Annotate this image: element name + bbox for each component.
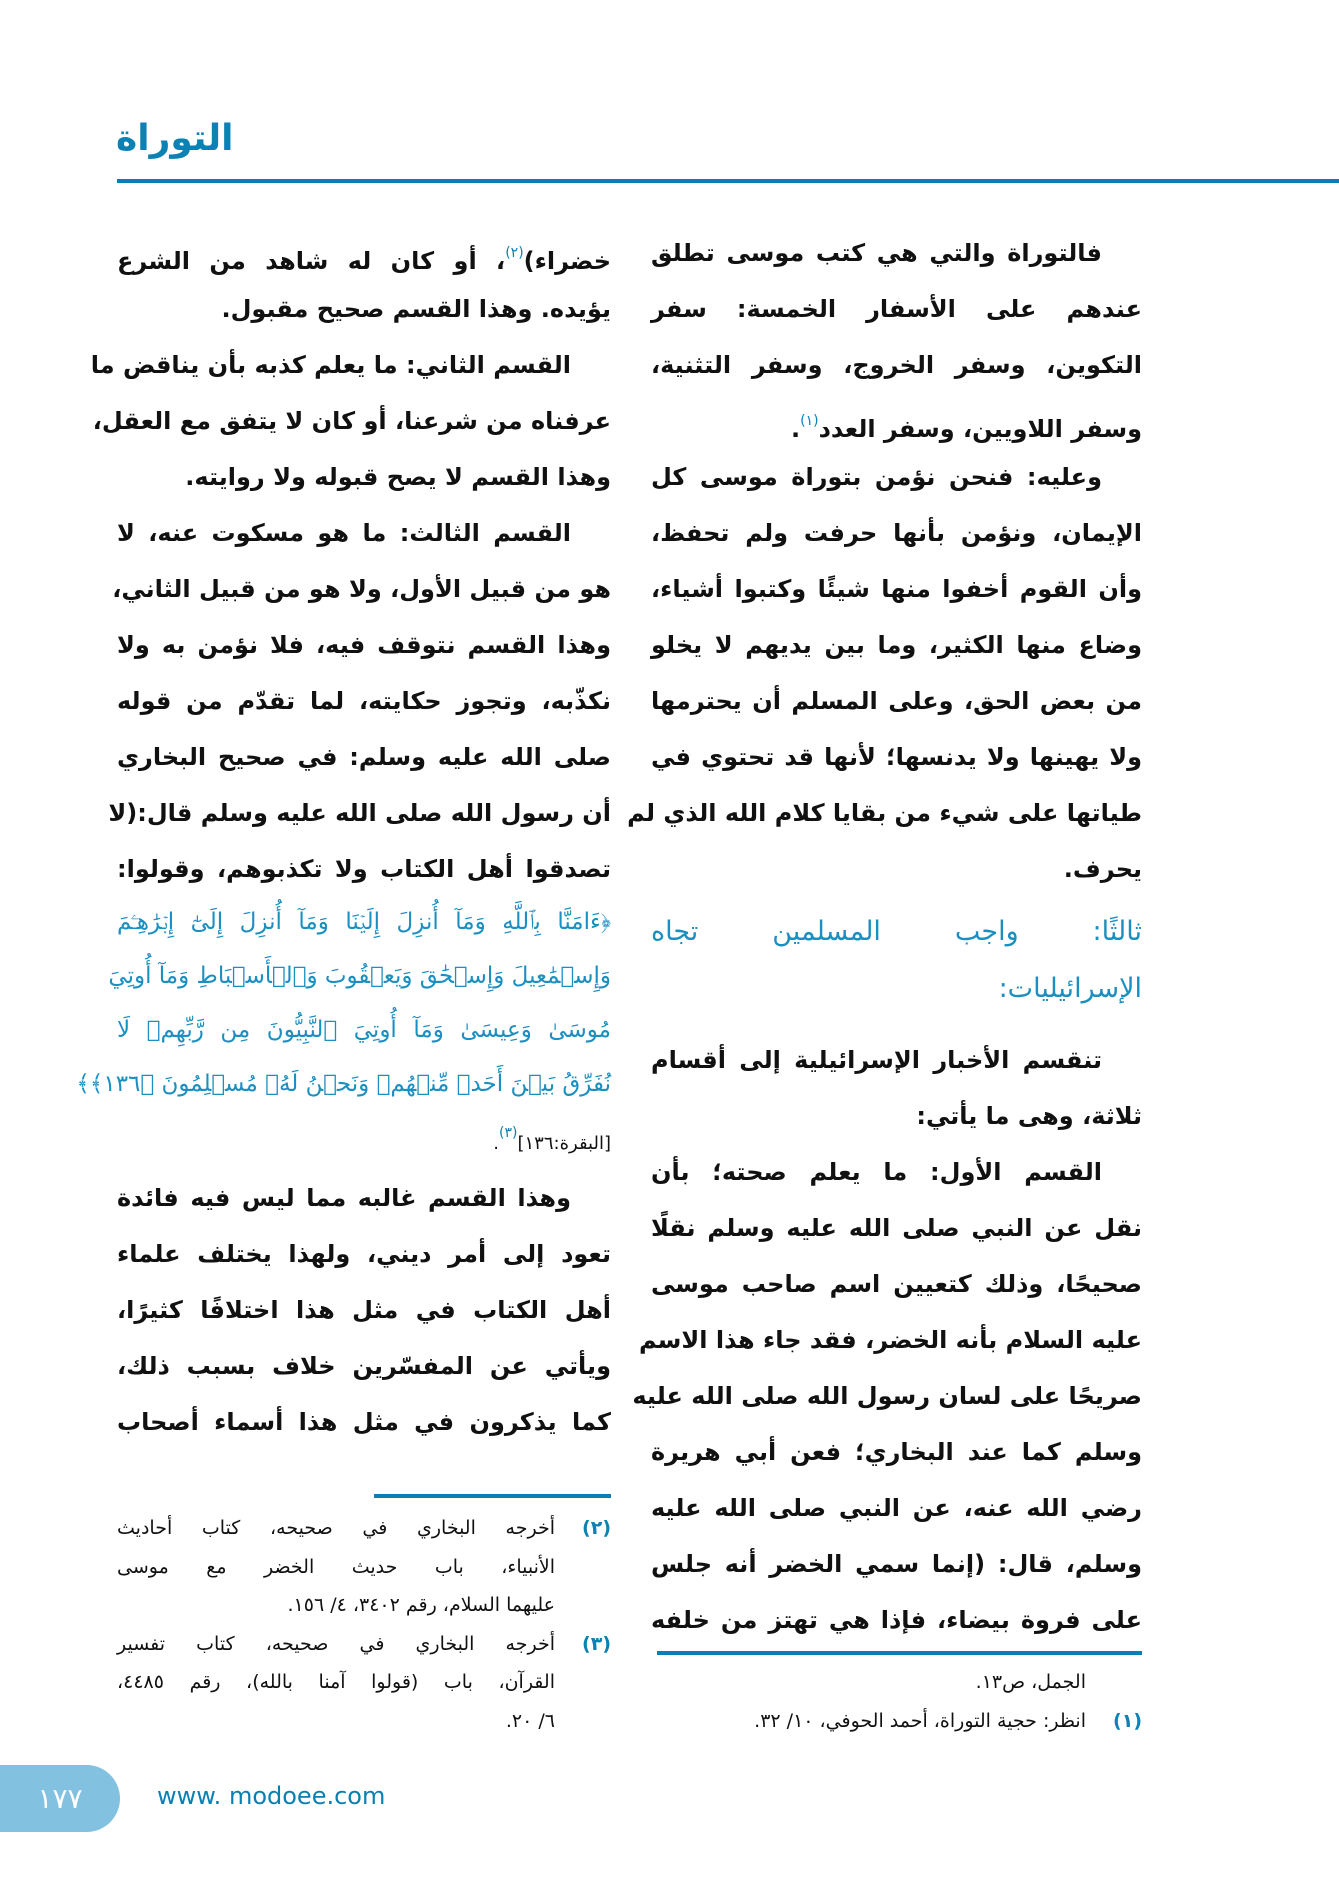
- text-line: القسم الثاني: ما يعلم كذبه بأن يناقض ما: [90, 351, 571, 379]
- verse-reference-line: [117, 1113, 611, 1153]
- text-line: وَإِسۡمَٰعِيلَ وَإِسۡحَٰقَ وَيَعۡقُوبَ وَٱلۡأَسۡبَاطِ وَمَآ أُوتِيَ: [108, 963, 611, 989]
- footnote-number: (١): [1113, 1709, 1142, 1732]
- text-line: صحيحًا، وذلك كتعيين اسم صاحب موسى: [651, 1270, 1142, 1298]
- text-line: وعليه: فنحن نؤمن بتوراة موسى كل: [651, 463, 1102, 491]
- footnote-text: أخرجه البخاري في صحيحه، كتاب تفسير: [117, 1632, 555, 1655]
- text-line: طياتها على شيء من بقايا كلام الله الذي لم: [627, 799, 1142, 827]
- footnote-line: [117, 1586, 611, 1625]
- right-column-text-1: [627, 225, 1142, 897]
- text-line: وسلم، قال: (إنما سمي الخضر أنه جلس: [651, 1550, 1142, 1578]
- text-line: تصدقوا أهل الكتاب ولا تكذبوهم، وقولوا:: [117, 855, 611, 883]
- header-rule: [117, 179, 1339, 183]
- text-line: يحرف.: [1063, 855, 1142, 883]
- text-line: مُوسَىٰ وَعِيسَىٰ وَمَآ أُوتِيَ ٱلنَّبِيُّونَ مِن رَّبِّهِمۡ لَا: [117, 1017, 611, 1043]
- text-line: كما يذكرون في مثل هذا أسماء أصحاب: [117, 1408, 611, 1436]
- text-line: القسم الثالث: ما هو مسكوت عنه، لا: [117, 519, 571, 547]
- text-line: ﴿ءَامَنَّا بِٱللَّهِ وَمَآ أُنزِلَ إِلَيۡنَا وَمَآ أُنزِلَ إِلَىٰٓ إِبۡرَٰهِـۧمَ: [117, 909, 611, 935]
- footnotes-left: [117, 1509, 611, 1741]
- text-line: الإيمان، ونؤمن بأنها حرفت ولم تحفظ،: [651, 519, 1142, 547]
- footnote-marker: (١): [800, 413, 819, 429]
- footnote-text: القرآن، باب (قولوا آمنا بالله)، رقم ٤٤٨٥،: [117, 1671, 555, 1694]
- text-line: صريحًا على لسان رسول الله صلى الله عليه: [632, 1382, 1142, 1410]
- text-line: الإسرائيليات:: [998, 973, 1142, 1004]
- footnote-line: [117, 1625, 611, 1664]
- reference-after: .: [493, 1133, 499, 1154]
- text-line: تعود إلى أمر ديني، ولهذا يختلف علماء: [117, 1240, 611, 1268]
- verse-reference: [117, 1113, 611, 1153]
- text-line: من بعض الحق، وعلى المسلم أن يحترمها: [651, 687, 1142, 715]
- text-line: فالتوراة والتي هي كتب موسى تطلق: [651, 239, 1102, 267]
- footnote-number: (٢): [582, 1517, 611, 1539]
- left-column-text-2: [117, 1170, 611, 1450]
- footnote-line: [117, 1509, 611, 1548]
- text-line: ولا يهينها ولا يدنسها؛ لأنها قد تحتوي في: [651, 743, 1142, 771]
- footnote-line: [640, 1702, 1142, 1741]
- text-line: وأن القوم أخفوا منها شيئًا وكتبوا أشياء،: [651, 575, 1142, 603]
- footnote-text: أخرجه البخاري في صحيحه، كتاب أحاديث: [117, 1517, 555, 1539]
- text-line: أهل الكتاب في مثل هذا اختلافًا كثيرًا،: [117, 1296, 611, 1324]
- right-column-text-2: [632, 1032, 1142, 1648]
- text-line: ثالثًا: واجب المسلمين تجاه: [651, 916, 1142, 947]
- footnote-separator-right: [657, 1651, 1142, 1655]
- footnote-separator-left: [374, 1494, 611, 1498]
- footnote-marker: (٣): [499, 1125, 518, 1141]
- text-line: ثلاثة، وهى ما يأتي:: [916, 1102, 1142, 1130]
- section-heading: [651, 903, 1142, 1017]
- footnote-line: [640, 1663, 1142, 1702]
- footnote-text: الأنبياء، باب حديث الخضر مع موسى: [117, 1555, 555, 1578]
- text-line: نُفَرِّقُ بَيۡنَ أَحَدٖ مِّنۡهُمۡ وَنَحۡنُ لَهُۥ مُسۡلِمُونَ ﴿١٣٦﴾﴾: [76, 1071, 611, 1097]
- reference-text: [البقرة:١٣٦]: [517, 1133, 611, 1154]
- text-line: عليه السلام بأنه الخضر، فقد جاء هذا الاسم: [638, 1326, 1142, 1354]
- page-number: ١٧٧: [0, 1765, 120, 1832]
- text-line: ويأتي عن المفسّرين خلاف بسبب ذلك،: [117, 1352, 611, 1380]
- text-line: يؤيده. وهذا القسم صحيح مقبول.: [221, 295, 611, 323]
- footnote-line: [117, 1702, 611, 1741]
- quran-verse: [76, 895, 611, 1111]
- footnote-text: انظر: حجية التوراة، أحمد الحوفي، ١٠/ ٣٢.: [754, 1709, 1086, 1732]
- website-link[interactable]: www. modoee.com: [157, 1782, 386, 1810]
- text-line: التكوين، وسفر الخروج، وسفر التثنية،: [651, 351, 1142, 379]
- footnote-text: عليهما السلام، رقم ٣٤٠٢، ٤/ ١٥٦.: [287, 1594, 555, 1617]
- text-line: عندهم على الأسفار الخمسة: سفر: [651, 295, 1142, 323]
- text-line: وهذا القسم نتوقف فيه، فلا نؤمن به ولا: [117, 631, 611, 659]
- text-line: هو من قبيل الأول، ولا هو من قبيل الثاني،: [112, 575, 611, 603]
- footnote-text: الجمل، ص١٣.: [975, 1671, 1086, 1693]
- line-text: خضراء): [523, 247, 611, 275]
- line-text-after: .: [791, 415, 801, 443]
- text-line: وسلم كما عند البخاري؛ فعن أبي هريرة: [651, 1438, 1142, 1466]
- text-line: صلى الله عليه وسلم: في صحيح البخاري: [117, 743, 611, 771]
- text-line: وضاع منها الكثير، وما بين يديهم لا يخلو: [651, 631, 1142, 659]
- footnote-line: [117, 1548, 611, 1587]
- text-line: وهذا القسم لا يصح قبوله ولا روايته.: [185, 463, 611, 491]
- footnote-line: [117, 1663, 611, 1702]
- footnote-text: ٦/ ٢٠.: [505, 1709, 555, 1732]
- text-line: رضي الله عنه، عن النبي صلى الله عليه: [651, 1494, 1142, 1522]
- text-line: نكذّبه، وتجوز حكايته، لما تقدّم من قوله: [117, 687, 611, 715]
- line-text-after: ، أو كان له شاهد من الشرع: [117, 247, 506, 275]
- line-text: وسفر اللاويين، وسفر العدد: [818, 415, 1142, 443]
- footnote-number: (٣): [582, 1632, 611, 1655]
- text-line: القسم الأول: ما يعلم صحته؛ بأن: [651, 1158, 1102, 1186]
- text-line: أن رسول الله صلى الله عليه وسلم قال:(لا: [108, 799, 611, 827]
- text-line: وهذا القسم غالبه مما ليس فيه فائدة: [117, 1184, 571, 1212]
- left-column-text-1: [90, 225, 611, 897]
- text-line: نقل عن النبي صلى الله عليه وسلم نقلًا: [651, 1214, 1142, 1242]
- footnote-marker: (٢): [505, 245, 524, 261]
- footnotes-right: [640, 1663, 1142, 1740]
- text-line: [117, 225, 611, 281]
- text-line: عرفناه من شرعنا، أو كان لا يتفق مع العقل،: [92, 407, 611, 435]
- text-line: تنقسم الأخبار الإسرائيلية إلى أقسام: [651, 1046, 1102, 1074]
- running-header-title: التوراة: [116, 118, 234, 159]
- text-line: على فروة بيضاء، فإذا هي تهتز من خلفه: [651, 1606, 1142, 1634]
- text-line: [651, 393, 1142, 449]
